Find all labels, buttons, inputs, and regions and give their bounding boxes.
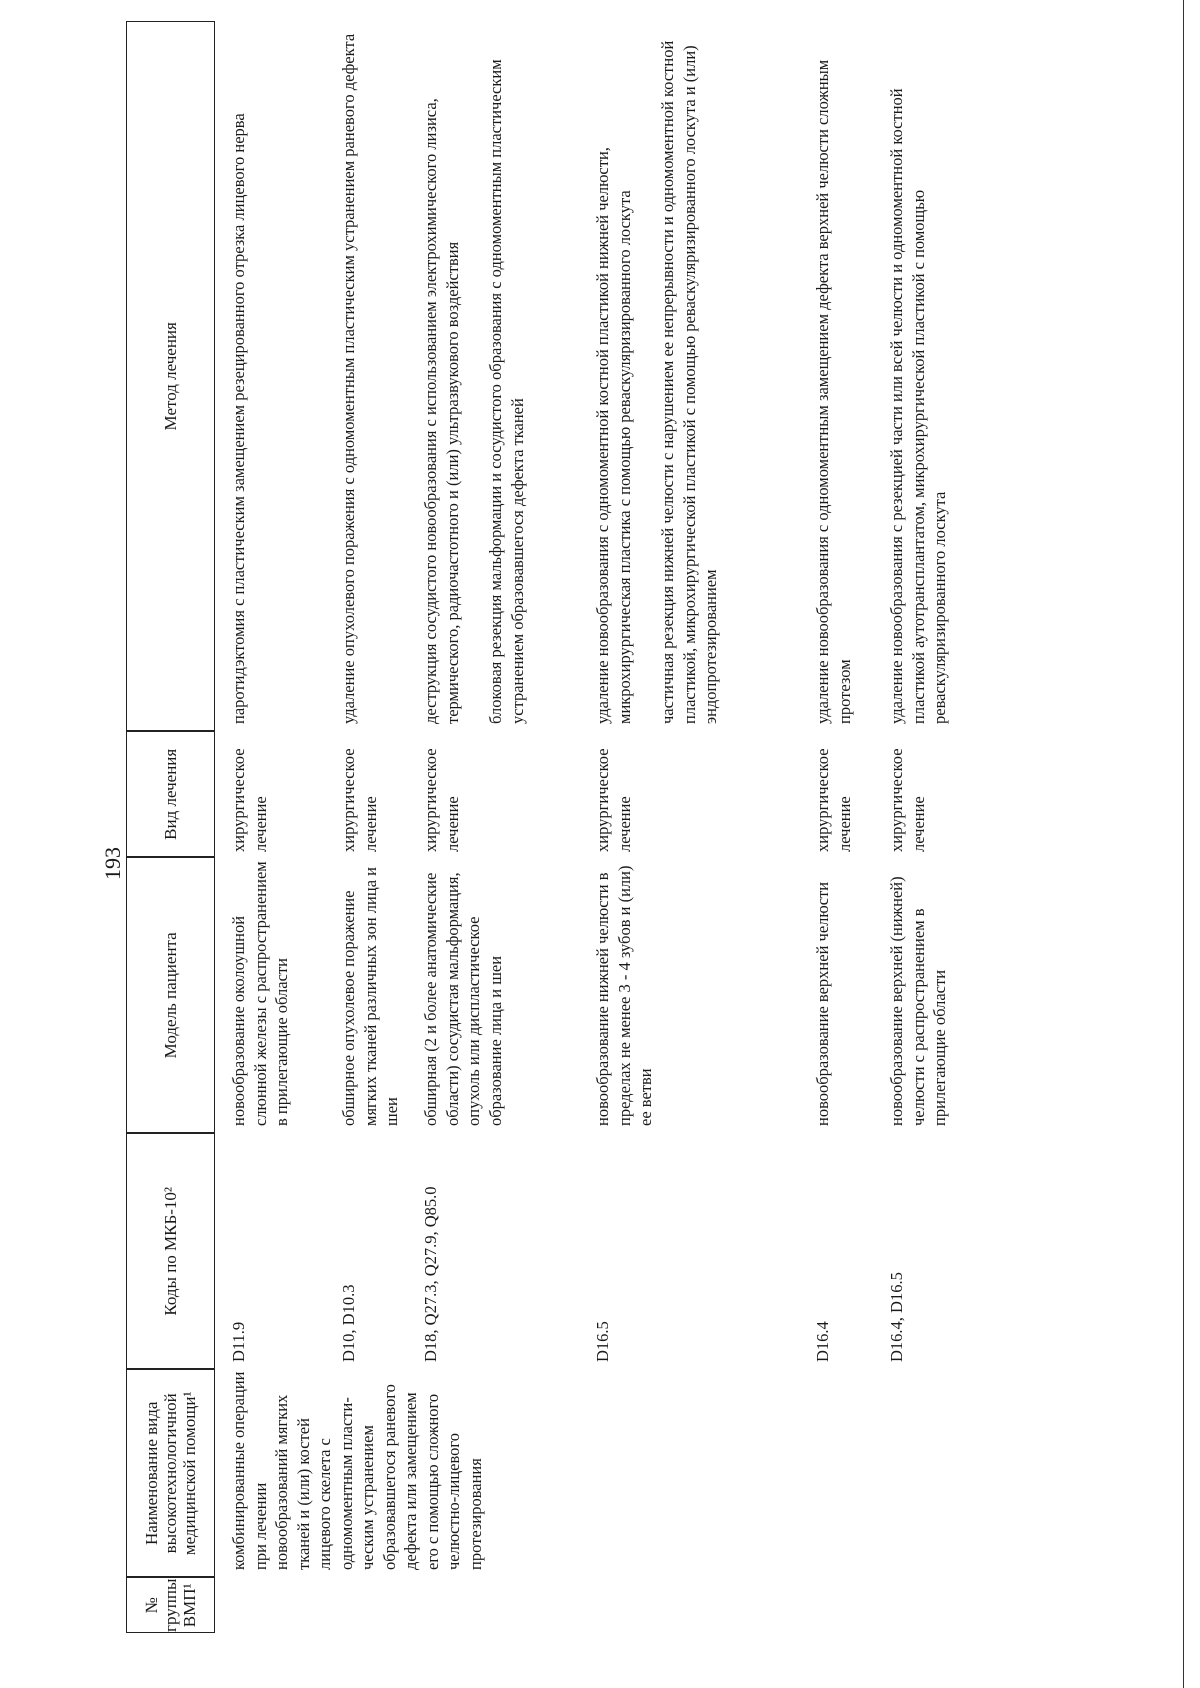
table-row-kind: хирургическое лечение [421,748,462,852]
table-row-codes: D16.4 [813,1321,832,1362]
table-row-model: обширная (2 и более анатомические области) сосудистая мальформация, опухоль или диспластическое образование лица и шеи [421,872,505,1126]
table-row-model: новообразование околоушной слюнной железы с распространением в прилегающие области [229,861,291,1126]
table-row-codes: D18, Q27.3, Q27.9, Q85.0 [421,1186,440,1362]
header-kind: Вид лечения [126,731,215,857]
vmp-name: комбинированные операции при лечении новообразований мягких тканей и (или) костей лицевого скелета с одномоментным пласти-ческим устранением образовавшегося раневого дефекта или замещением его с помощью сложного челюстно-лицевого протезирования [229,1371,485,1570]
table-row-method: удаление новообразования с резекцией части или всей челюсти и одномоментной костной пластикой аутотрансплантатом, микрохирургической пластикой с помощью реваскуляризированного лоскута [887,88,949,724]
table-row-kind: хирургическое лечение [593,748,634,852]
table-row-method: паротидэктомия с пластическим замещением резецированного отрезка лицевого нерва [229,113,248,724]
header-model: Модель пациента [126,857,215,1133]
table-row-method: удаление опухолевого поражения с одномоментным пластическим устранением раневого дефекта [339,33,358,724]
header-name: Наименование вида высокотехнологичной медицинской помощи¹ [126,1369,215,1577]
table-row-method: блоковая резекция мальформации и сосудистого образования с одномоментным пластическим устранением образовавшегося дефекта тканей [486,59,527,724]
header-method: Метод лечения [126,21,215,731]
table-row-model: новообразование верхней челюсти [813,881,832,1126]
table-row-model: новообразование верхней (нижней) челюсти с распространением в прилегающие области [887,876,949,1126]
header-codes: Коды по МКБ-10² [126,1133,215,1369]
table-row-codes: D10, D10.3 [339,1284,358,1362]
table-row-codes: D16.5 [593,1321,612,1362]
page-bottom-rule [1183,0,1184,1688]
table-row-codes: D11.9 [229,1321,248,1362]
table-row-kind: хирургическое лечение [339,748,380,852]
table-row-method: частичная резекция нижней челюсти с нарушением ее непрерывности и одномоментной костной пластикой, микрохирургической пластикой с помощью реваскуляризированного лоскута и (или) эндопротезированием [658,40,720,724]
table-row-model: новообразование нижней челюсти в пределах не менее 3 - 4 зубов и (или) ее ветви [593,865,655,1126]
table-row-method: удаление новообразования с одномоментным замещением дефекта верхней челюсти сложным протезом [813,59,854,724]
table-row-method: деструкция сосудистого новообразования с использованием электрохимического лизиса, термического, радиочастотного и (или) ультразвукового воздействия [421,98,462,724]
table-row-method: удаление новообразования с одномоментной костной пластикой нижней челюсти, микрохирургическая пластика с помощью реваскуляризированного лоскута [593,147,634,724]
table-row-model: обширное опухолевое поражение мягких тканей различных зон лица и шеи [339,867,401,1126]
table-row-kind: хирургическое лечение [229,748,270,852]
table-row-kind: хирургическое лечение [813,748,854,852]
table-row-kind: хирургическое лечение [887,748,928,852]
table-row-codes: D16.4, D16.5 [887,1272,906,1362]
header-group-no: № группы ВМП¹ [126,1577,215,1633]
page-number: 193 [100,847,125,880]
